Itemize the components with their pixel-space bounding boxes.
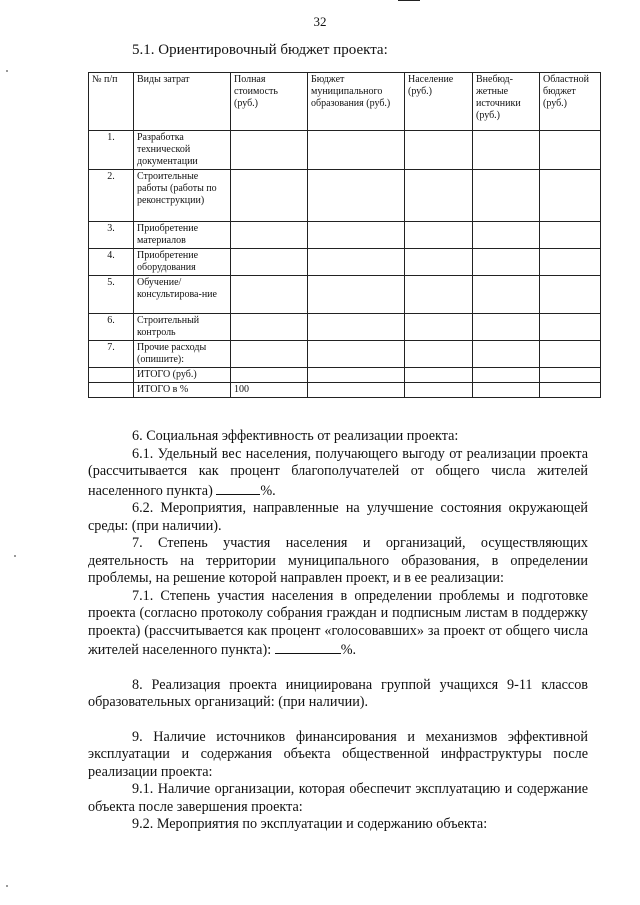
row-number: 4. <box>89 249 134 276</box>
row-label: Прочие расходы (опишите): <box>134 341 231 368</box>
scan-speck <box>14 555 16 557</box>
header-cell: Областной бюджет (руб.) <box>540 73 601 131</box>
cell <box>473 383 540 398</box>
section-7-1-text: 7.1. Степень участия населения в определении проблемы и подготовке проекта (согласно протоколу собрания граждан и подписным листам в поддержку проекта) (рассчитывается как процент «голосовавших» за проект от общего числа жителей населенного пункта): <box>88 587 588 658</box>
cell <box>308 368 405 383</box>
table-row-total-rub <box>89 368 601 383</box>
table-row <box>89 170 601 222</box>
row-number: 3. <box>89 222 134 249</box>
cell <box>308 383 405 398</box>
cell <box>405 249 473 276</box>
total-pct-label: ИТОГО в % <box>134 383 231 398</box>
blank-line <box>216 481 260 495</box>
header-cell: Полная стоимость (руб.) <box>231 73 308 131</box>
cell <box>89 368 134 383</box>
row-label: Обучение/ консультирова-ние <box>134 276 231 314</box>
section-6-1 <box>88 446 588 501</box>
cell <box>308 170 405 222</box>
cell <box>473 276 540 314</box>
header-cell: № п/п <box>89 73 134 131</box>
row-number: 7. <box>89 341 134 368</box>
cell <box>540 368 601 383</box>
row-number: 6. <box>89 314 134 341</box>
cell <box>405 222 473 249</box>
cell <box>540 276 601 314</box>
body-text <box>88 428 588 834</box>
cell <box>308 131 405 170</box>
scan-mark <box>398 0 420 1</box>
cell <box>473 222 540 249</box>
cell <box>308 249 405 276</box>
cell <box>405 368 473 383</box>
section-9-2: 9.2. Мероприятия по эксплуатации и содержанию объекта: <box>132 816 488 832</box>
cell <box>473 131 540 170</box>
cell <box>405 170 473 222</box>
scan-speck <box>6 70 8 72</box>
section-6-heading: 6. Социальная эффективность от реализации проекта: <box>132 428 459 444</box>
table-header-row <box>89 73 601 131</box>
cell <box>540 314 601 341</box>
percent-sign: %. <box>260 482 276 499</box>
cell <box>405 314 473 341</box>
section-7: 7. Степень участия населения и организаций, осуществляющих деятельность на территории муниципального образования, в определении проблемы, на решение которой направлен проект, и в ее реализации: <box>88 535 588 586</box>
cell <box>540 341 601 368</box>
cell <box>231 131 308 170</box>
section-9-1: 9.1. Наличие организации, которая обеспечит эксплуатацию и содержание объекта после завершения проекта: <box>88 781 588 815</box>
cell <box>405 383 473 398</box>
cell <box>540 131 601 170</box>
cell <box>473 341 540 368</box>
cell <box>231 222 308 249</box>
cell <box>231 249 308 276</box>
table-row <box>89 341 601 368</box>
section-title: 5.1. Ориентировочный бюджет проекта: <box>132 42 388 58</box>
cell <box>231 314 308 341</box>
section-8: 8. Реализация проекта инициирована группой учащихся 9-11 классов образовательных организаций: (при наличии). <box>88 676 588 710</box>
table-row <box>89 249 601 276</box>
row-number: 2. <box>89 170 134 222</box>
cell <box>231 368 308 383</box>
header-cell: Виды затрат <box>134 73 231 131</box>
section-7-1 <box>88 588 588 660</box>
section-6-1-text: 6.1. Удельный вес населения, получающего выгоду от реализации проекта (рассчитывается как процент благополучателей от общего числа жителей населенного пункта) <box>88 445 588 499</box>
row-label: Строительные работы (работы по реконструкции) <box>134 170 231 222</box>
table-row <box>89 276 601 314</box>
row-label: Строительный контроль <box>134 314 231 341</box>
page-number: 32 <box>313 14 327 29</box>
row-number: 5. <box>89 276 134 314</box>
header-cell: Внебюд-жетные источники (руб.) <box>473 73 540 131</box>
cell <box>89 383 134 398</box>
row-label: Разработка технической документации <box>134 131 231 170</box>
cell <box>308 341 405 368</box>
cell <box>540 249 601 276</box>
total-pct-value: 100 <box>231 383 308 398</box>
cell <box>473 170 540 222</box>
cell <box>308 222 405 249</box>
section-6-2: 6.2. Мероприятия, направленные на улучшение состояния окружающей среды: (при наличии). <box>88 500 588 534</box>
row-label: Приобретение материалов <box>134 222 231 249</box>
table-row-total-pct <box>89 383 601 398</box>
budget-table <box>88 72 601 398</box>
section-9: 9. Наличие источников финансирования и механизмов эффективной эксплуатации и содержания объекта общественной инфраструктуры после реализации проекта: <box>88 728 588 780</box>
cell <box>231 341 308 368</box>
cell <box>308 276 405 314</box>
table-row <box>89 314 601 341</box>
cell <box>308 314 405 341</box>
cell <box>405 276 473 314</box>
percent-sign: %. <box>340 642 357 658</box>
cell <box>405 131 473 170</box>
total-rub-label: ИТОГО (руб.) <box>134 368 231 383</box>
row-number: 1. <box>89 131 134 170</box>
cell <box>473 314 540 341</box>
blank-line <box>275 640 341 654</box>
row-label: Приобретение оборудования <box>134 249 231 276</box>
cell <box>231 276 308 314</box>
header-cell: Бюджет муниципального образования (руб.) <box>308 73 405 131</box>
cell <box>473 249 540 276</box>
table-row <box>89 222 601 249</box>
cell <box>405 341 473 368</box>
scan-speck <box>6 885 8 887</box>
cell <box>540 222 601 249</box>
header-cell: Население (руб.) <box>405 73 473 131</box>
cell <box>473 368 540 383</box>
cell <box>540 170 601 222</box>
cell <box>540 383 601 398</box>
cell <box>231 170 308 222</box>
table-row <box>89 131 601 170</box>
